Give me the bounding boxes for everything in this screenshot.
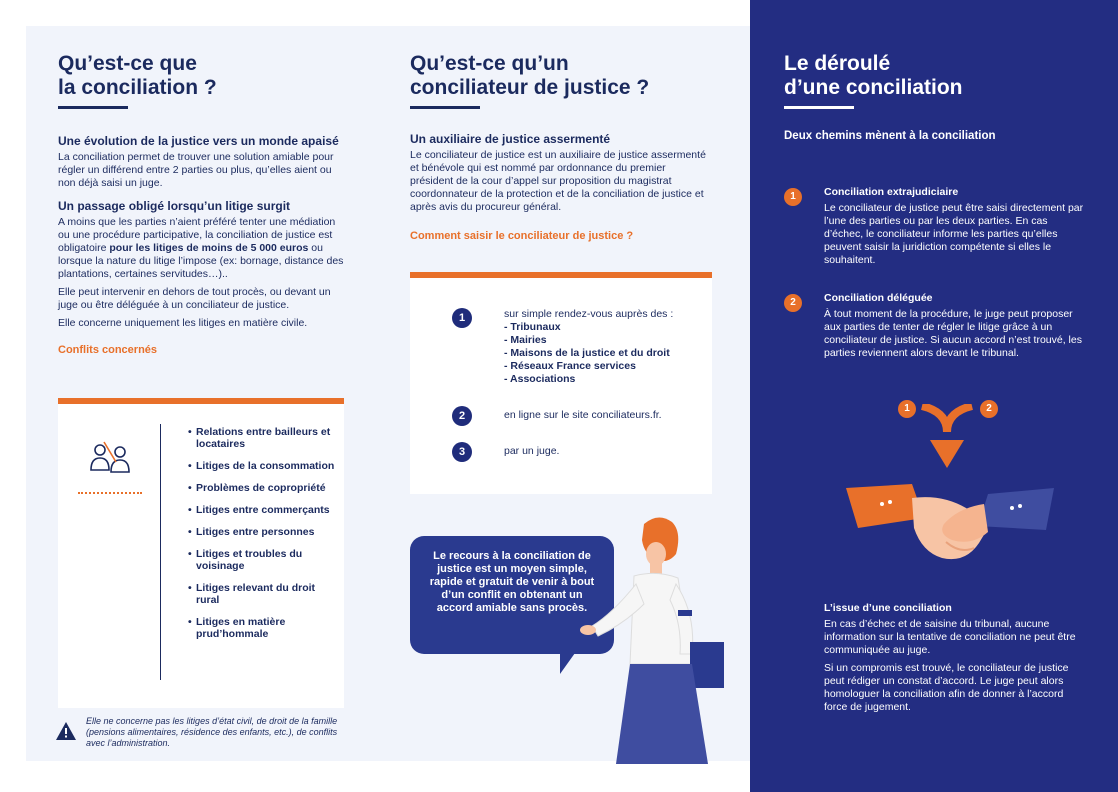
- right-intro: Deux chemins mènent à la conciliation: [784, 130, 996, 142]
- step-number: 2: [452, 406, 472, 426]
- middle-title-line2: conciliateur de justice ?: [410, 76, 650, 99]
- left-panel: [26, 26, 372, 761]
- step-number: 3: [452, 442, 472, 462]
- path-2: [824, 292, 1086, 360]
- middle-panel: [372, 26, 750, 761]
- right-panel: [750, 0, 1118, 792]
- left-s4-text: Elle concerne uniquement les litiges en matière civile.: [58, 317, 308, 329]
- left-s2-text: A moins que les parties n’aient préféré tenter une médiation ou une procédure participative, la conciliation de justice est obligatoire pour les litiges de moins de 5 000 euros ou lorsque la nature du litige l’impose (ex: bornage, distance des plantations, certaines servitudes…)..: [58, 216, 344, 280]
- list-item: - Mairies: [504, 334, 547, 346]
- middle-s1-title: Un auxiliaire de justice assermenté: [410, 132, 611, 146]
- people-conflict-icon: [88, 438, 134, 483]
- conflicts-card: [58, 398, 344, 708]
- icon-dotted-line: [78, 492, 142, 494]
- right-title-line2: d’une conciliation: [784, 76, 963, 99]
- list-item: - Tribunaux: [504, 321, 561, 333]
- left-title-underline: [58, 106, 128, 109]
- list-item: • Relations entre bailleurs et locataires: [188, 426, 338, 450]
- issue-text-2: Si un compromis est trouvé, le conciliateur de justice peut rédiger un constat d’accord. Le juge peut alors homologuer la conciliation afin de donner à l’accord force de jugement.: [824, 662, 1069, 713]
- list-item: - Réseaux France services: [504, 360, 636, 372]
- issue-title: L’issue d’une conciliation: [824, 602, 952, 614]
- path-text: À tout moment de la procédure, le juge peut proposer aux parties de tenter de régler le litige grâce à un conciliateur de justice. Si aucun accord n’est trouvé, les parties reviennent alors devant le tribunal.: [824, 308, 1082, 359]
- left-title-line1: Qu’est-ce que: [58, 52, 197, 75]
- list-item: • Litiges de la consommation: [188, 460, 338, 472]
- card-divider: [160, 424, 161, 680]
- middle-title-underline: [410, 106, 480, 109]
- quote-text: Le recours à la conciliation de justice est un moyen simple, rapide et gratuit de venir à bout d’un conflit en obtenant un accord amiable sans procès.: [429, 550, 595, 614]
- list-item: • Litiges et troubles du voisinage: [188, 548, 338, 572]
- list-item: - Maisons de la justice et du droit: [504, 347, 670, 359]
- merge-arrow-icon: [920, 404, 974, 475]
- left-title-line2: la conciliation ?: [58, 76, 217, 99]
- right-title-line1: Le déroulé: [784, 52, 891, 75]
- list-item: • Problèmes de copropriété: [188, 482, 338, 494]
- path-number: 1: [784, 188, 802, 206]
- person-illustration: [572, 514, 752, 769]
- places-list: [504, 321, 704, 386]
- list-item: • Litiges entre commerçants: [188, 504, 338, 516]
- conflicts-list: [188, 426, 338, 650]
- step-1: sur simple rendez-vous auprès des : - Tribunaux - Mairies - Maisons de la justice et du droit - Réseaux France services - Associations: [504, 308, 704, 386]
- right-title-underline: [784, 106, 854, 109]
- step-3: par un juge.: [504, 445, 560, 457]
- path-number: 2: [784, 294, 802, 312]
- warning-text: Elle ne concerne pas les litiges d’état civil, de droit de la famille (pensions alimentaires, résidence des enfants, etc.), de conflits avec l’administration.: [86, 716, 338, 748]
- middle-s1-text: Le conciliateur de justice est un auxiliaire de justice assermenté et bénévole qui est nommé par ordonnance du premier président de la cour d’appel sur proposition du magistrat coordonnateur de la protection et de la conciliation de justice et après avis du procureur général.: [410, 149, 706, 213]
- path-title: Conciliation extrajudiciaire: [824, 186, 959, 198]
- left-s3-text: Elle peut intervenir en dehors de tout procès, ou devant un juge ou être déléguée à un conciliateur de justice.: [58, 286, 331, 311]
- middle-title: [410, 52, 730, 109]
- left-s1-text: La conciliation permet de trouver une solution amiable pour régler un différend entre 2 parties ou plus, qu’elles aient ou non déjà saisi un juge.: [58, 151, 334, 189]
- path-text: Le conciliateur de justice peut être saisi directement par l’une des parties ou par les deux parties. En cas d’échec, le conciliateur informe les parties qu’elles peuvent saisir la juridiction compétente si elles le souhaitent.: [824, 202, 1084, 266]
- left-s1-title: Une évolution de la justice vers un monde apaisé: [58, 134, 339, 148]
- conflicts-title: Conflits concernés: [58, 344, 158, 356]
- list-item: • Litiges relevant du droit rural: [188, 582, 338, 606]
- step-number: 1: [452, 308, 472, 328]
- handshake-illustration: [842, 468, 1062, 583]
- step-2: en ligne sur le site conciliateurs.fr.: [504, 409, 662, 421]
- middle-title-line1: Qu’est-ce qu’un: [410, 52, 569, 75]
- left-s2-title: Un passage obligé lorsqu’un litige surgit: [58, 199, 291, 213]
- list-item: • Litiges en matière prud’hommale: [188, 616, 338, 640]
- warning-icon: [56, 722, 76, 745]
- steps-card: [410, 272, 712, 494]
- list-item: • Litiges entre personnes: [188, 526, 338, 538]
- arrow-label-1: 1: [898, 400, 916, 418]
- card-top-bar: [410, 272, 712, 278]
- issue-text-1: En cas d’échec et de saisine du tribunal, aucune information sur la tentative de conciliation ne peut être communiquée au juge.: [824, 618, 1076, 656]
- path-title: Conciliation déléguée: [824, 292, 933, 304]
- right-title: [784, 52, 1084, 109]
- list-item: - Associations: [504, 373, 576, 385]
- how-title: Comment saisir le conciliateur de justice ?: [410, 230, 634, 242]
- arrow-label-2: 2: [980, 400, 998, 418]
- card-top-bar: [58, 398, 344, 404]
- path-1: [824, 186, 1086, 267]
- left-title: [58, 52, 358, 109]
